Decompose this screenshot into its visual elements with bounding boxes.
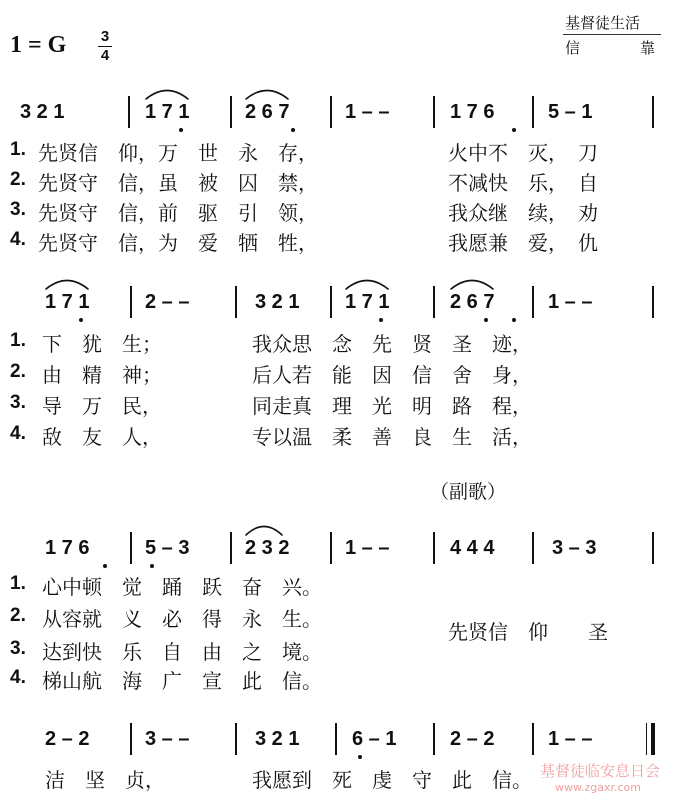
lyric-line-a: 洁 坚 贞， xyxy=(45,768,165,792)
slur xyxy=(451,281,493,290)
verse-1-lyric: 心中顿 觉 踊 跃 奋 兴。 xyxy=(42,575,322,599)
verse-4-lyric: 梯山航 海 广 宣 此 信。 xyxy=(42,669,322,693)
verse-2-lyric: 从容就 义 必 得 永 生。 xyxy=(42,607,322,631)
verse-4-lyric: 先贤守 信，为 爱 牺 牲， xyxy=(38,231,318,255)
author-credit: 信 靠 xyxy=(565,39,656,57)
watermark-title: 基督徒临安息日会 xyxy=(540,762,661,780)
slur xyxy=(146,91,188,100)
measure-1-6: 5 – 1 xyxy=(548,101,593,123)
measure-3-1: 1 7 6 xyxy=(45,537,90,559)
slur xyxy=(346,281,388,290)
watermark-url: www.zgaxr.com xyxy=(555,781,641,794)
verse-number: 2. xyxy=(10,361,26,382)
measure-1-1: 3 2 1 xyxy=(20,101,65,123)
slur xyxy=(246,527,282,536)
time-signature-top: 3 xyxy=(100,28,110,45)
verse-number: 4. xyxy=(10,229,26,250)
measure-1-4: 1 – – xyxy=(345,101,390,123)
measure-4-5: 2 – 2 xyxy=(450,728,495,750)
verse-1-lyric: 下 犹 生； xyxy=(42,332,162,356)
slur xyxy=(46,281,88,290)
measure-3-5: 4 4 4 xyxy=(450,537,495,559)
verse-number: 2. xyxy=(10,169,26,190)
measure-3-2: 5 – 3 xyxy=(145,537,190,559)
verse-3-lyric: 导 万 民， xyxy=(42,394,162,418)
measure-1-5: 1 7 6 xyxy=(450,101,495,123)
measure-4-6: 1 – – xyxy=(548,728,593,750)
refrain-label: （副歌） xyxy=(430,481,507,503)
verse-number: 1. xyxy=(10,330,26,351)
measure-4-4: 6 – 1 xyxy=(352,728,397,750)
time-signature-bottom: 4 xyxy=(100,47,110,64)
measure-4-1: 2 – 2 xyxy=(45,728,90,750)
verse-4-lyric-b: 我愿兼 爱， 仇 xyxy=(448,231,598,255)
verse-2-lyric: 由 精 神； xyxy=(42,363,162,387)
measure-2-4: 1 7 1 xyxy=(345,291,390,313)
verse-2-lyric-b: 后人若 能 因 信 舍 身， xyxy=(252,363,532,387)
measure-1-2: 1 7 1 xyxy=(145,101,190,123)
verse-3-lyric-b: 同走真 理 光 明 路 程， xyxy=(252,394,532,418)
measure-1-3: 2 6 7 xyxy=(245,101,290,123)
verse-number: 3. xyxy=(10,638,26,659)
verse-number: 3. xyxy=(10,392,26,413)
lyric-line-b: 我愿到 死 虔 守 此 信。 xyxy=(252,768,532,792)
measure-2-5: 2 6 7 xyxy=(450,291,495,313)
measure-3-3: 2 3 2 xyxy=(245,537,290,559)
verse-3-lyric: 先贤守 信，前 驱 引 领， xyxy=(38,201,318,225)
verse-2-lyric: 先贤守 信，虽 被 囚 禁， xyxy=(38,171,318,195)
key-signature: 1 = G xyxy=(10,32,67,58)
measure-2-1: 1 7 1 xyxy=(45,291,90,313)
verse-number: 1. xyxy=(10,139,26,160)
verse-4-lyric: 敌 友 人， xyxy=(42,425,162,449)
verse-1-lyric: 先贤信 仰，万 世 永 存， xyxy=(38,141,318,165)
verse-1-lyric-b: 火中不 灭， 刀 xyxy=(448,141,598,165)
verse-number: 4. xyxy=(10,423,26,444)
verse-3-lyric: 达到快 乐 自 由 之 境。 xyxy=(42,640,322,664)
verse-number: 1. xyxy=(10,573,26,594)
refrain-lyric: 先贤信 仰 圣 xyxy=(448,620,608,644)
measure-2-6: 1 – – xyxy=(548,291,593,313)
measure-2-2: 2 – – xyxy=(145,291,190,313)
measure-3-4: 1 – – xyxy=(345,537,390,559)
verse-number: 3. xyxy=(10,199,26,220)
verse-3-lyric-b: 我众继 续， 劝 xyxy=(448,201,598,225)
verse-number: 4. xyxy=(10,667,26,688)
measure-2-3: 3 2 1 xyxy=(255,291,300,313)
verse-4-lyric-b: 专以温 柔 善 良 生 活， xyxy=(252,425,532,449)
measure-4-2: 3 – – xyxy=(145,728,190,750)
slur xyxy=(246,91,288,100)
measure-4-3: 3 2 1 xyxy=(255,728,300,750)
verse-1-lyric-b: 我众思 念 先 贤 圣 迹， xyxy=(252,332,532,356)
source-credit: 基督徒生活 xyxy=(565,14,641,32)
measure-3-6: 3 – 3 xyxy=(552,537,597,559)
verse-2-lyric-b: 不减快 乐， 自 xyxy=(448,171,598,195)
verse-number: 2. xyxy=(10,605,26,626)
